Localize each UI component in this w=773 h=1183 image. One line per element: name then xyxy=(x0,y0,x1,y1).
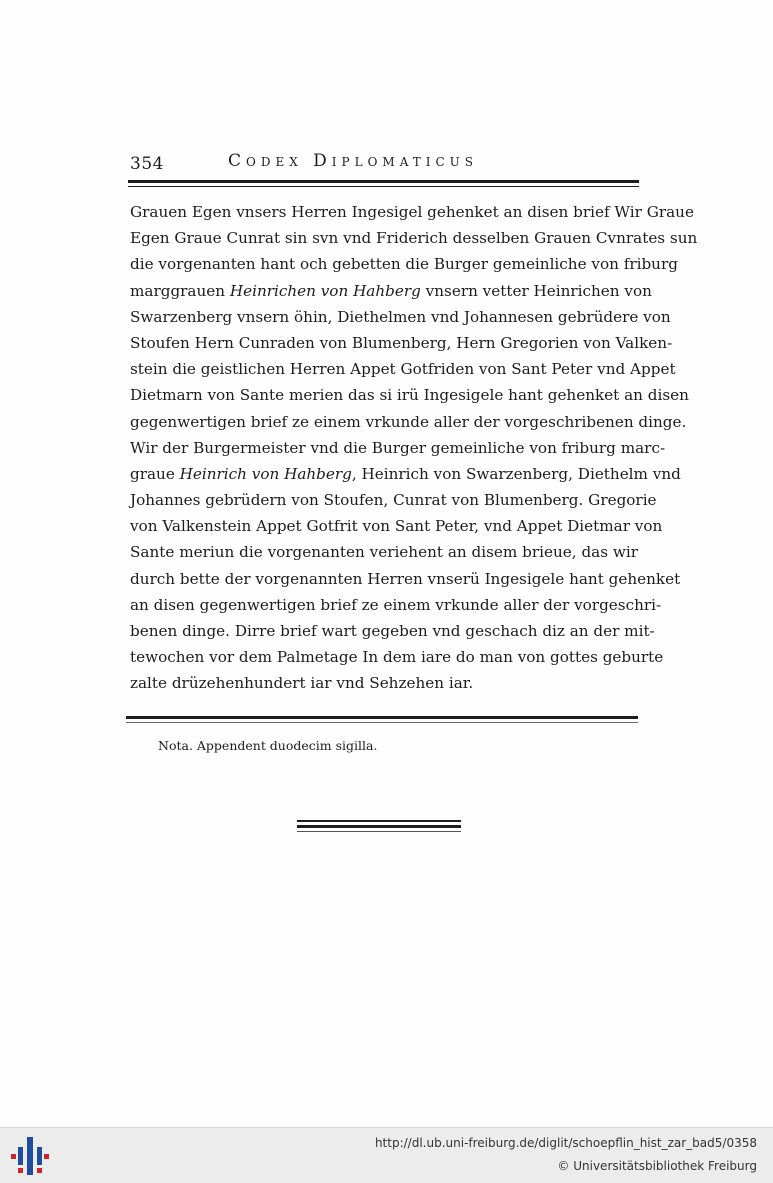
text-line-roman: Swarzenberg vnsern öhin, Diethelmen vnd Johannesen gebrüdere von xyxy=(130,307,671,326)
text-line-roman: vnsern vetter Heinrichen von xyxy=(420,281,652,300)
text-line-roman: stein die geistlichen Herren Appet Gotfriden von Sant Peter vnd Appet xyxy=(130,360,676,379)
copyright-notice: © Universitätsbibliothek Freiburg xyxy=(557,1159,757,1173)
text-line-roman: Stoufen Hern Cunraden von Blumenberg, Hern Gregorien von Valken- xyxy=(130,333,673,352)
text-line-roman: zalte drüzehenhundert iar vnd Sehzehen iar. xyxy=(130,674,474,693)
viewer-footer xyxy=(0,1127,773,1183)
text-line xyxy=(130,278,652,304)
page-number: 354 xyxy=(130,154,164,174)
text-line-roman: Dietmarn von Sante merien das si irü Ingesigele hant gehenket an disen xyxy=(130,386,689,405)
text-line-roman: Wir der Burgermeister vnd die Burger gemeinliche von friburg marc- xyxy=(130,438,666,457)
end-ornament-rule xyxy=(297,831,461,832)
text-line-roman: graue xyxy=(130,464,180,483)
text-line-roman: durch bette der vorgenannten Herren vnserü Ingesigele hant gehenket xyxy=(130,569,681,588)
text-line xyxy=(130,330,673,356)
text-line xyxy=(130,251,678,277)
text-line xyxy=(130,670,638,696)
text-line xyxy=(130,513,663,539)
ub-freiburg-logo-icon[interactable] xyxy=(10,1135,50,1177)
text-line-roman: Johannes gebrüdern von Stoufen, Cunrat von Blumenberg. Gregorie xyxy=(130,491,657,510)
text-line-roman: Sante meriun die vorgenanten veriehent an disem brieue, das wir xyxy=(130,543,638,562)
text-line-roman: tewochen vor dem Palmetage In dem iare do man von gottes geburte xyxy=(130,648,664,667)
text-line xyxy=(130,618,655,644)
page-header xyxy=(128,148,640,178)
text-line-roman: Grauen Egen vnsers Herren Ingesigel gehenket an disen brief Wir Graue xyxy=(130,203,694,221)
text-line-roman: Egen Graue Cunrat sin svn vnd Friderich desselben Grauen Cvnrates sun xyxy=(130,229,698,248)
text-line-roman: benen dinge. Dirre brief wart gegeben vnd geschach diz an der mit- xyxy=(130,622,655,640)
text-line xyxy=(130,199,694,225)
text-line-italic-name: Heinrich von Hahberg xyxy=(179,464,352,483)
text-end-rule-thick xyxy=(126,716,638,719)
end-ornament-rule xyxy=(297,825,461,828)
text-line xyxy=(130,225,698,251)
text-line-roman: marggrauen xyxy=(130,281,230,300)
text-line xyxy=(130,409,687,435)
text-line xyxy=(130,304,671,330)
text-line xyxy=(130,487,657,513)
text-line xyxy=(130,644,664,670)
permalink-link[interactable]: http://dl.ub.uni-freiburg.de/diglit/schoepflin_hist_zar_bad5/0358 xyxy=(374,1136,757,1150)
text-line xyxy=(130,539,638,565)
footnote: Nota. Appendent duodecim sigilla. xyxy=(158,738,378,753)
running-title: Codex Diplomaticus xyxy=(228,151,478,171)
header-rule-thin xyxy=(128,186,639,187)
text-line-roman: gegenwertigen brief ze einem vrkunde aller der vorgeschribenen dinge. xyxy=(130,412,687,431)
charter-text xyxy=(130,199,698,697)
text-line-roman: die vorgenanten hant och gebetten die Burger gemeinliche von friburg xyxy=(130,255,678,274)
text-line-italic-name: Heinrichen von Hahberg xyxy=(229,281,421,300)
text-line-roman: , Heinrich von Swarzenberg, Diethelm vnd xyxy=(351,464,681,483)
text-line-roman: von Valkenstein Appet Gotfrit von Sant Peter, vnd Appet Dietmar von xyxy=(130,517,663,536)
text-line xyxy=(130,592,662,618)
text-line-roman: an disen gegenwertigen brief ze einem vrkunde aller der vorgeschri- xyxy=(130,595,662,614)
text-line xyxy=(130,382,689,408)
end-ornament-rule xyxy=(297,820,461,822)
text-line xyxy=(130,435,666,461)
text-end-rule-thin xyxy=(126,722,638,723)
header-rule-thick xyxy=(128,180,639,183)
text-line xyxy=(130,461,681,487)
text-line xyxy=(130,566,681,592)
text-line xyxy=(130,356,676,382)
